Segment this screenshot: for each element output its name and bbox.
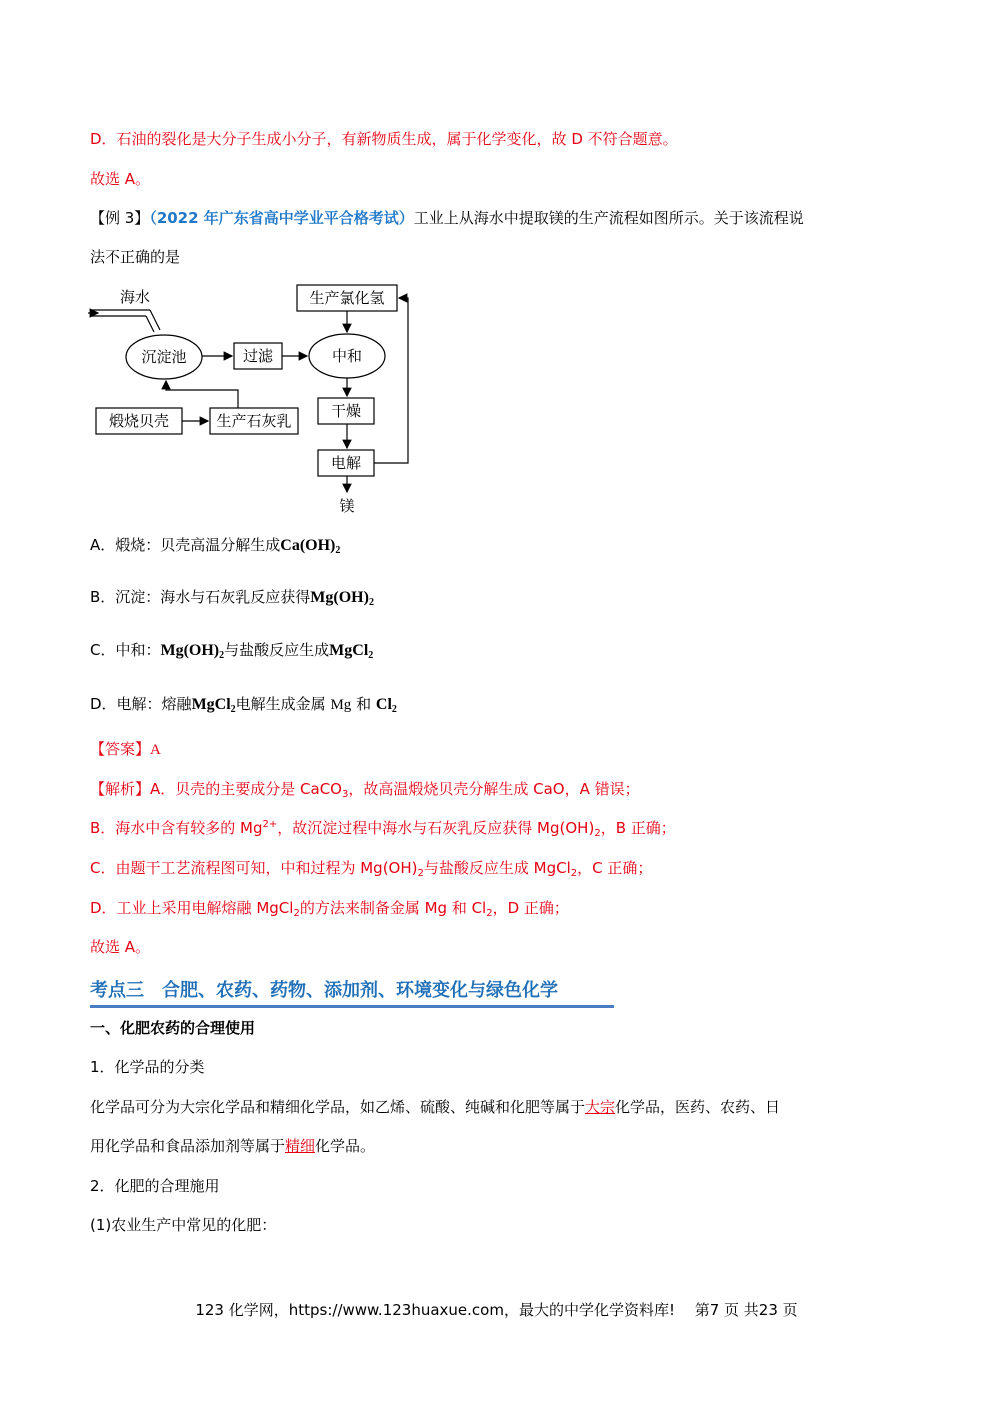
answer-line	[90, 739, 161, 760]
label-magnesium: 镁	[339, 499, 355, 515]
option-c-mid: 与盐酸反应生成	[224, 641, 330, 659]
p2-text1: 用化学品和食品添加剂等属于	[90, 1137, 286, 1155]
option-d-previous: D．石油的裂化是大分子生成小分子，有新物质生成，属于化学变化，故 D 不符合题意。	[90, 130, 678, 148]
label-filter: 过滤	[242, 349, 274, 365]
label-neutralize: 中和	[331, 349, 363, 365]
analysis-d-text2: 的方法来制备金属 Mg 和 Cl	[299, 899, 487, 917]
option-b	[90, 587, 374, 608]
choose-line: 故选 A。	[90, 170, 151, 188]
analysis-b-sup: 2+	[262, 819, 278, 830]
p1-text1: 化学品可分为大宗化学品和精细化学品，如乙烯、硫酸、纯碱和化肥等属于	[90, 1098, 586, 1116]
analysis-a-text1: A．贝壳的主要成分是 CaCO	[150, 780, 342, 798]
option-b-text: B．沉淀：海水与石灰乳反应获得	[90, 588, 311, 606]
label-dry: 干燥	[330, 404, 362, 420]
analysis-a	[90, 779, 640, 799]
analysis-b-text1: B．海水中含有较多的 Mg	[90, 819, 263, 837]
option-d-mg: Mg	[330, 697, 352, 713]
analysis-b-sub: 2	[594, 828, 601, 839]
section-heading	[90, 974, 614, 1008]
analysis-c-text3: ，C 正确；	[577, 859, 653, 877]
p2-text2: 化学品。	[315, 1137, 376, 1155]
page-footer: 123 化学网，https://www.123huaxue.com，最大的中学化学资料库! 第7 页 共23 页	[195, 1301, 798, 1319]
example-question-cont: 法不正确的是	[90, 248, 181, 266]
analysis-c	[90, 858, 652, 878]
analysis-d-text1: D．工业上采用电解熔融 MgCl	[90, 899, 294, 917]
option-d-and: 和	[356, 695, 372, 713]
option-d-mid: 电解生成金属	[235, 695, 326, 713]
option-a-text: A．煅烧：贝壳高温分解生成	[90, 536, 281, 554]
analysis-d-sub1: 2	[293, 908, 300, 919]
heading-fertilizer: 一、化肥农药的合理使用	[90, 1019, 256, 1037]
analysis-a-sub: 3	[342, 789, 349, 800]
analysis-d	[90, 898, 569, 918]
analysis-c-text1: C．由题干工艺流程图可知，中和过程为 Mg(OH)	[90, 859, 418, 877]
analysis-choose: 故选 A。	[90, 938, 151, 956]
option-d-sub1: 2	[230, 704, 236, 715]
magnesium-flow-diagram	[88, 282, 418, 520]
option-d	[90, 694, 397, 715]
option-d-text: D．电解：熔融	[90, 695, 192, 713]
answer-value: A	[150, 742, 161, 758]
analysis-c-sub1: 2	[417, 868, 424, 879]
option-a	[90, 535, 340, 556]
label-calcine-shells: 煅烧贝壳	[108, 414, 170, 430]
label-seawater: 海水	[120, 290, 151, 306]
example-question: 工业上从海水中提取镁的生产流程如图所示。关于该流程说	[413, 209, 804, 227]
blank-bulk: 大宗	[585, 1098, 616, 1116]
analysis-label: 【解析】	[90, 780, 151, 798]
option-a-formula: Ca(OH)	[280, 537, 336, 554]
analysis-a-text2: ，故高温煅烧贝壳分解生成 CaO，A 错误；	[348, 780, 640, 798]
analysis-b-text3: ，B 正确；	[600, 819, 676, 837]
subheading-classification: 1．化学品的分类	[90, 1058, 205, 1076]
section-underline	[90, 1005, 614, 1008]
blank-fine: 精细	[285, 1137, 316, 1155]
analysis-b	[90, 818, 676, 838]
paragraph-line-1	[90, 1097, 780, 1117]
example-header	[90, 208, 804, 228]
label-electrolysis: 电解	[330, 456, 362, 472]
subheading-fertilizer-use: 2．化肥的合理施用	[90, 1177, 220, 1195]
analysis-b-text2: ，故沉淀过程中海水与石灰乳反应获得 Mg(OH)	[277, 819, 595, 837]
section-title: 考点三 合肥、农药、药物、添加剂、环境变化与绿色化学	[90, 980, 558, 1001]
label-lime-milk: 生产石灰乳	[216, 414, 292, 430]
option-c-formula2: MgCl	[329, 642, 369, 659]
option-c-formula1: Mg(OH)	[160, 642, 220, 659]
option-a-sub: 2	[335, 545, 341, 556]
analysis-c-sub2: 2	[570, 868, 578, 879]
option-d-sub2: 2	[391, 704, 397, 715]
option-d-formula1: MgCl	[191, 696, 231, 713]
option-b-sub: 2	[368, 597, 374, 608]
paragraph-line-2	[90, 1136, 375, 1156]
example-source: （2022 年广东省高中学业平合格考试）	[149, 209, 414, 227]
analysis-d-sub2: 2	[486, 908, 493, 919]
subheading-common-fertilizers: (1)农业生产中常见的化肥：	[90, 1216, 277, 1234]
label-precip-pool: 沉淀池	[141, 350, 187, 366]
option-c-text: C．中和：	[90, 641, 161, 659]
option-d-formula2: Cl	[375, 696, 392, 713]
analysis-d-text3: ，D 正确；	[492, 899, 569, 917]
example-label: 【例 3】	[90, 209, 150, 227]
label-hcl-production: 生产氯化氢	[309, 291, 385, 307]
option-c-sub2: 2	[368, 650, 374, 661]
answer-label: 【答案】	[90, 740, 151, 758]
analysis-c-text2: 与盐酸反应生成 MgCl	[423, 859, 571, 877]
option-c-sub1: 2	[219, 650, 225, 661]
p1-text2: 化学品，医药、农药、日	[615, 1098, 781, 1116]
option-b-formula: Mg(OH)	[310, 589, 369, 606]
option-c	[90, 640, 373, 661]
